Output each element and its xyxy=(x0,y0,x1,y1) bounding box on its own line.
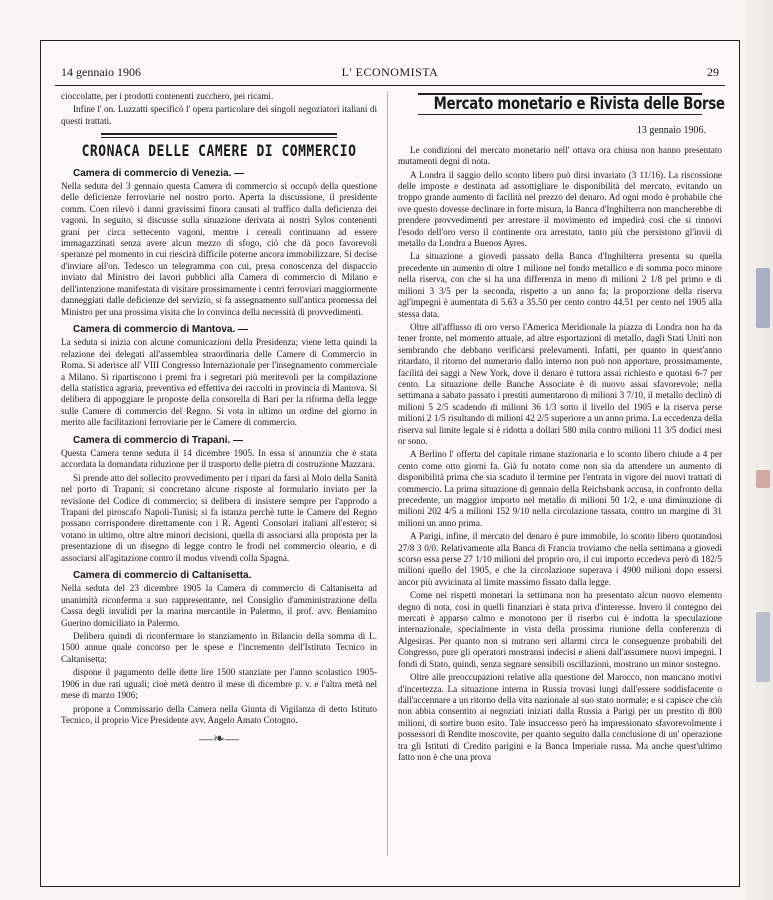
header-date: 14 gennaio 1906 xyxy=(61,65,141,79)
paragraph: La seduta si inizia con alcune comunicazioni della Presidenza; viene letta quindi la relazione dei delegati all'assemblea straordinaria delle Camere di Commercio in Roma. Si aderisce all' VIII Congresso Internazionale per l'insegnamento commerciale a Milano. Si ripartiscono i premi fra i segretari più meritevoli per la compilazione della statistica agraria, preventiva ed effettiva dei raccolti in provincia di Mantova. Si delibera di appoggiare le proposte della consorella di Bari per la riforma della legge sulle Camere di commercio del Regno. Si vota in ultimo un ordine del giorno in merito alle facilitazioni ferroviarie per le Camere di commercio. xyxy=(61,337,377,428)
paragraph: Questa Camera tenne seduta il 14 dicembre 1905. In essa si annunzia che è stata accordata la domandata riduzione per il trasporto delle pietra di costruzione Mazzara. xyxy=(61,447,377,470)
subheading: Camera di commercio di Trapani. — xyxy=(73,434,244,446)
paragraph: Delibera quindi di riconfermare lo stanziamento in Bilancio della somma di L. 1500 annue quale concorso per le spese e l'incremento dell'Istituto Tecnico in Caltanisetta; xyxy=(61,631,377,664)
paragraph: Oltre all'afflusso di oro verso l'America Meridionale la piazza di Londra non ha da tener fronte, nel momento attuale, ad altre esportazioni di metallo, dagli Stati Uniti non sembrando che debbano verificarsi prelevamenti. Infatti, per quanto in quest'anno ritardato, il ritorno del numerario dallo interno non può non apportare, prossimamente, facilità dei saggi a New York, dove il denaro è tuttora assai richiesto e quotasi 6-7 per cento. La situazione delle Banche Associate è di nuovo assai sfavorevole; nella settimana a sabato passato i prestiti aumentarono di milioni 3 7/10, il metallo declinò di milioni 5 2/5 scadendo di milioni 36 1/3 sotto il livello del 1905 e la riserva perse milioni 2 1/5 risultando di milioni 42 2/5 superiore a un anno prima. La eccedenza della riserva sul limite legale si è ridotta a dollari 580 mila contro milioni 11 3/5 dodici mesi or sono. xyxy=(398,321,722,446)
paragraph: A Londra il saggio dello sconto libero può dirsi invariato (3 11/16). La riscossione delle imposte e destinata ad assottigliare le disponibilità del mercato, evitando un troppo grande aumento di facilità nel prezzo del denaro. Ad ogni modo è probabile che ove questo dovesse declinare in forte misura, la Banca d'Inghilterra non mancherebbe di prendere provvedimenti per arrestare il movimento ed impedirà così che si rinnovi l'esodo dell'oro verso il continente ora arrestato, tanto più che persistono gl'invii di metallo da Londra a Buenos Ayres. xyxy=(398,169,722,249)
paragraph: Si prende atto del sollecito provvedimento per i ripari da farsi al Molo della Sanità nel porto di Trapani; si concretano alcune risposte al formulario inviato per la revisione del Codice di commercio; si delibera di insistere sempre per l'approdo a Trapani del piroscafo Napoli-Tunisi; si fa istanza perchè tutte le Camere del Regno possano corrispondere direttamente con i R. Agenti Consolari italiani all'estero; si votano in ultimo, oltre altre minori decisioni, quella di associarsi alla proposta per la presentazione di un disegno di legge contro le frodi nel commercio oleario, e di associarsi all'agitazione contro il modus vivendi colla Spagna. xyxy=(61,472,377,563)
paragraph: dispone il pagamento delle dette lire 1500 stanziate per l'anno scolastico 1905-1906 in due rati uguali; cioè metà dentro il mese di dicembre p. v. e l'altra metà nel mese di marzo 1906; xyxy=(61,667,377,701)
section-rule xyxy=(101,137,337,138)
paragraph: A Berlino l' offerta del capitale rimane stazionaria e lo sconto libero chiude a 4 per cento come otto giorni fa. Già fu notato come non sia da attendere un aumento di disponibilità prima che sia scaduto il termine per l'entrata in vigore dei nuovi trattati di commercio. La prima situazione di gennaio della Reichsbank accusa, in confronto della precedente, un maggior importo nel metallo di milioni 50 1/2, e una diminuzione di milioni 202 4/5 a milioni 152 9/10 nella circolazione tassata, contro un margine di 31 milioni un anno prima. xyxy=(398,449,722,528)
document-page xyxy=(40,40,740,887)
paragraph: Come nei rispetti monetari la settimana non ha presentato alcun nuovo elemento degno di nota, così in quelli finanziari è stata priva d'interesse. Invero il contegno dei mercati è apparso calmo e monotono per il riserbo cui è indotta la speculazione internazionale, specialmente in vista della prossima riunione della conferenza di Algesiras. Per quanto non si nutrano seri allarmi circa le conseguenze probabili del Congresso, pure gli operatori mostransi indecisi e alieni dall'assumere nuovi impegni. I fondi di Stato, quindi, senza segnare sensibili oscillazioni, mostrano un minor sostegno. xyxy=(398,590,722,669)
paragraph: propone a Commissario della Camera nella Giunta di Vigilanza di detto Istituto Tecnico, il proprio Vice Presidente avv. Angelo Amato Cotogno. xyxy=(61,703,377,725)
scan-edge-mark xyxy=(756,470,770,488)
paragraph: Infine l' on. Luzzatti specificò l' opera particolare dei singoli negoziatori italiani di questi trattati. xyxy=(61,104,377,126)
scan-edge-mark xyxy=(756,268,770,328)
section-rule xyxy=(418,114,702,115)
page-number: 29 xyxy=(707,65,719,79)
scan-margin xyxy=(746,0,773,900)
section-title: CRONACA DELLE CAMERE DI COMMERCIO xyxy=(81,142,357,162)
scan-edge-mark xyxy=(756,612,770,682)
paragraph: Le condizioni del mercato monetario nell' ottava ora chiusa non hanno presentato mutamenti degni di nota. xyxy=(398,144,722,167)
header-rule xyxy=(55,85,725,86)
article-title: Mercato monetario e Rivista delle Borse xyxy=(433,94,725,114)
article-date: 13 gennaio 1906. xyxy=(636,125,706,137)
subheading: Camera di commercio di Caltanisetta. xyxy=(73,570,252,582)
paragraph: A Parigi, infine, il mercato del denaro è pure immobile, lo sconto libero quotandosi 27/8 3 0/0. Relativamente alla Banca di Francia troviamo che nella settimana a giovedì scorso essa perse 27 1/10 milioni del proprio oro, il cui importo eccedeva però di 182/5 milioni quello del 1905, e che la circolazione superava i 4900 milioni dopo essersi ancor più avvicinata al limite massimo fissato dalla legge. xyxy=(398,531,722,587)
column-divider xyxy=(387,91,388,856)
subheading: Camera di commercio di Mantova. — xyxy=(73,323,249,335)
paragraph: Oltre alle preoccupazioni relative alla questione del Marocco, non mancano motivi d'incertezza. La situazione interna in Russia trovasi lungi dall'essere soddisfacente o dall'accennare a un ritorno della vita nazionale al suo stato normale; e si capisce che ciò non abbia consentito ai negoziati iniziati dalla Russia a Parigi per un prestito di 800 milioni, di sortire buon esito. Tale insuccesso però ha impressionato sfavorevolmente i possessori di Rendite moscovite, per quanto seguito dalla conclusione di un' operazione tra gli Istituti di Credito parigini e la Banca Imperiale russa. Ma anche quest'ultimo fatto non è che una prova xyxy=(398,672,722,762)
left-column xyxy=(61,91,377,746)
journal-title: L' ECONOMISTA xyxy=(341,65,439,79)
paragraph: Nella seduta del 3 gennaio questa Camera di commercio si occupò della questione delle deficienze ferroviarie nel nostro porto. Aperta la discussione, il presidente comm. Coen rilevò i danni gravissimi finora causati al traffico dalla deficienza dei vagoni. In seguito, si discusse sulla situazione derivata ai nostri Sylos contenenti grani per circa settecento vagoni, mentre i cereali continuano ad essere immagazzinati senza avere alcun mezzo di sfogo, ciò che dà poco favorevoli speranze pel momento in cui riescirà difficile poterne ancora immobilizzare. Si decise d'inviare all'on. Tedesco un telegramma con cui, presa conoscenza del dispaccio inviato dal Ministro dei lavori pubblici alla Camera di commercio di Milano e dell'intenzione manifestata di visitare prossimamente i centri ferroviari maggiormente danneggiati dalle deficienze del servizio, si fa assegnamento sull'antica promessa del Ministro per una prossima visita che lo convinca della necessità di provvedimenti. xyxy=(61,181,377,317)
paragraph: Nella seduta del 23 dicembre 1905 la Camera di commercio di Caltanisetta ad unanimità riconferma a suo rappresentante, nel Consiglio d'amministrazione della Cassa degli invalidi per la marina mercantile in Palermo, il prof. avv. Beniamino Guerino domiciliato in Palermo. xyxy=(61,583,377,628)
running-header xyxy=(55,65,725,81)
right-column xyxy=(398,91,725,765)
paragraph: cioccolatte, per i prodotti contenenti zucchero, pei ricami. xyxy=(61,91,274,101)
ornament-icon: —❧— xyxy=(199,732,239,748)
subheading: Camera di commercio di Venezia. — xyxy=(73,167,245,179)
paragraph: La situazione a giovedì passato della Banca d'Inghilterra presenta su quella precedente un aumento di oltre 1 milione nel fondo metallico e di somma poco minore nella riserva, con che si ha una differenza in meno di milioni 2 1/8 pel primo e di milioni 3 3/5 per la seconda, rispetto a un anno fa; la proporzione della riserva agl'impegni è aumentata di 5.63 a 35.50 per cento contro 44.51 per cento nel 1905 alla stessa data. xyxy=(398,251,722,319)
section-rule xyxy=(101,133,337,135)
